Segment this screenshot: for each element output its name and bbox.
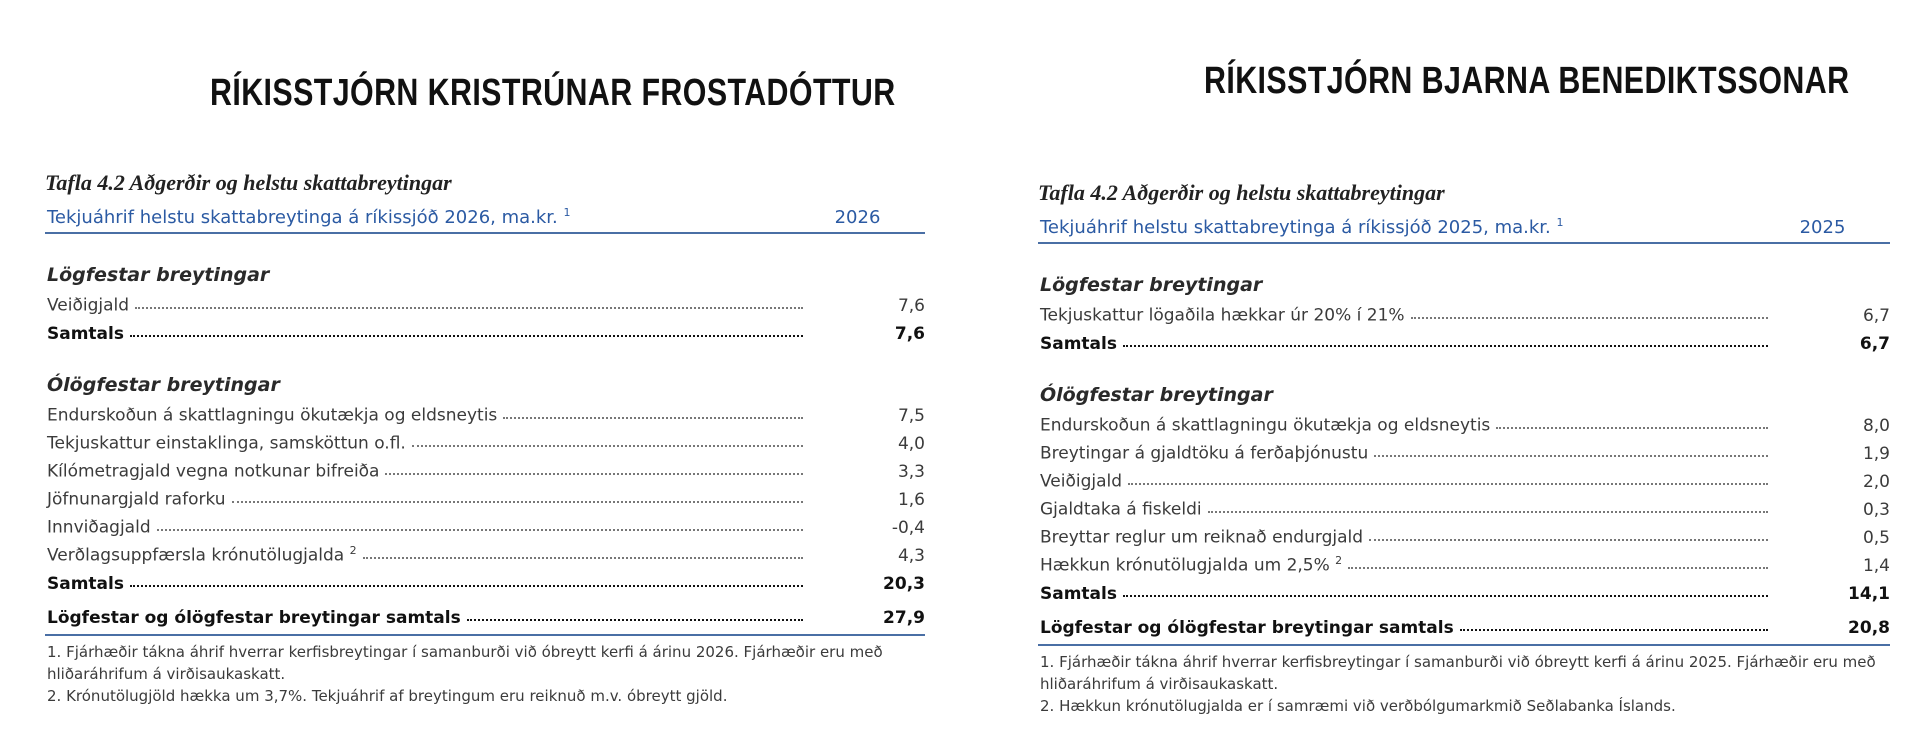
- row-label: Breytingar á gjaldtöku á ferðaþjónustu: [1040, 444, 1369, 464]
- row-value: 27,9: [883, 608, 925, 628]
- table-row: [1038, 408, 1890, 436]
- table-footnotes: [45, 634, 925, 707]
- row-value: 20,3: [883, 574, 925, 594]
- table-footnotes: [1038, 644, 1890, 717]
- row-label: Jöfnunargjald raforku: [47, 490, 226, 510]
- left-table-panel: [45, 170, 925, 707]
- table-caption: Tafla 4.2 Aðgerðir og helstu skattabreytingar: [45, 170, 452, 195]
- row-label: Innviðagjald: [47, 518, 151, 538]
- row-label: Gjaldtaka á fiskeldi: [1040, 500, 1202, 520]
- left-heading: RÍKISSTJÓRN KRISTRÚNAR FROSTADÓTTUR: [210, 72, 896, 114]
- row-label: Kílómetragjald vegna notkunar bifreiða: [47, 462, 380, 482]
- table-row: [1038, 492, 1890, 520]
- row-label: Hækkun krónutölugjalda um 2,5% $^2$: [1040, 554, 1343, 576]
- table-row: [1038, 548, 1890, 576]
- row-value: 0,3: [1862, 500, 1890, 520]
- dot-leader: [1411, 317, 1768, 319]
- dot-leader: [1369, 539, 1768, 541]
- dot-leader: [385, 473, 803, 475]
- section-title-legislated: Lögfestar breytingar: [1040, 274, 1263, 296]
- section-title-unlegislated: Ólögfestar breytingar: [1040, 384, 1273, 406]
- row-label: Samtals: [47, 574, 124, 594]
- dot-leader: [1348, 567, 1768, 569]
- dot-leader: [232, 501, 803, 503]
- row-label: Tekjuskattur lögaðila hækkar úr 20% í 21%: [1040, 306, 1405, 326]
- table-header: [45, 206, 925, 234]
- table-row: [1038, 298, 1890, 326]
- dot-leader: [1123, 595, 1768, 597]
- row-value: 4,3: [897, 546, 925, 566]
- row-value: 8,0: [1862, 416, 1890, 436]
- row-value: 14,1: [1848, 584, 1890, 604]
- dot-leader: [130, 585, 803, 587]
- table-row: [1038, 520, 1890, 548]
- dot-leader: [412, 445, 803, 447]
- footnote-1: 1. Fjárhæðir tákna áhrif hverrar kerfisbreytingar í samanburði við óbreytt kerfi á árinu 2026. Fjárhæðir eru með hliðaráhrifum á virðisaukaskatt.: [47, 643, 883, 683]
- dot-leader: [135, 307, 803, 309]
- footnote-marker: 1: [563, 206, 571, 219]
- legislated-rows: [1038, 298, 1890, 326]
- footnote-marker: 2: [1335, 554, 1343, 568]
- grand-total-row: [1038, 610, 1890, 638]
- dot-leader: [1460, 629, 1768, 631]
- table-title: Tekjuáhrif helstu skattabreytinga á ríkissjóð 2026, ma.kr. $^1$: [47, 206, 571, 228]
- row-label: Lögfestar og ólögfestar breytingar samtals: [1040, 618, 1454, 638]
- row-value: 7,6: [894, 324, 925, 344]
- row-value: 6,7: [1859, 334, 1890, 354]
- table-row: [45, 454, 925, 482]
- table-caption: Tafla 4.2 Aðgerðir og helstu skattabreytingar: [1038, 180, 1445, 205]
- row-value: 2,0: [1862, 472, 1890, 492]
- legislated-rows: [45, 288, 925, 316]
- row-value: 7,6: [897, 296, 925, 316]
- subtotal-row: [45, 316, 925, 344]
- right-table-panel: [1038, 180, 1890, 717]
- row-value: 3,3: [897, 462, 925, 482]
- table-header: [1038, 216, 1890, 244]
- row-label: Endurskoðun á skattlagningu ökutækja og eldsneytis: [47, 406, 498, 426]
- row-value: 6,7: [1862, 306, 1890, 326]
- year-column-header: 2026: [834, 207, 881, 228]
- dot-leader: [130, 335, 803, 337]
- row-label: Veiðigjald: [1040, 472, 1123, 492]
- footnote-2: 2. Hækkun krónutölugjalda er í samræmi við verðbólgumarkmið Seðlabanka Íslands.: [1040, 697, 1676, 715]
- row-label: Lögfestar og ólögfestar breytingar samtals: [47, 608, 461, 628]
- footnote-marker: 1: [1556, 216, 1564, 229]
- row-label: Samtals: [1040, 334, 1117, 354]
- dot-leader: [1496, 427, 1768, 429]
- row-value: 7,5: [897, 406, 925, 426]
- unlegislated-rows: [1038, 408, 1890, 576]
- row-value: 0,5: [1862, 528, 1890, 548]
- footnote-marker: 2: [349, 544, 357, 558]
- table-row: [45, 510, 925, 538]
- dot-leader: [157, 529, 803, 531]
- dot-leader: [1208, 511, 1768, 513]
- row-label: Veiðigjald: [47, 296, 130, 316]
- row-label: Tekjuskattur einstaklinga, samsköttun o.fl.: [47, 434, 406, 454]
- footnote-1: 1. Fjárhæðir tákna áhrif hverrar kerfisbreytingar í samanburði við óbreytt kerfi á árinu 2025. Fjárhæðir eru með hliðaráhrifum á virðisaukaskatt.: [1040, 653, 1876, 693]
- year-column-header: 2025: [1799, 217, 1846, 238]
- grand-total-row: [45, 600, 925, 628]
- section-title-legislated: Lögfestar breytingar: [47, 264, 270, 286]
- row-label: Breyttar reglur um reiknað endurgjald: [1040, 528, 1364, 548]
- dot-leader: [467, 619, 803, 621]
- dot-leader: [503, 417, 803, 419]
- row-value: 1,4: [1862, 556, 1890, 576]
- dot-leader: [363, 557, 803, 559]
- row-label: Samtals: [47, 324, 124, 344]
- subtotal-row: [1038, 326, 1890, 354]
- table-row: [45, 398, 925, 426]
- row-value: 20,8: [1848, 618, 1890, 638]
- subtotal-row: [1038, 576, 1890, 604]
- right-heading: RÍKISSTJÓRN BJARNA BENEDIKTSSONAR: [1204, 60, 1850, 102]
- row-value: 4,0: [897, 434, 925, 454]
- table-row: [45, 482, 925, 510]
- table-row: [45, 288, 925, 316]
- row-value: 1,6: [897, 490, 925, 510]
- subtotal-row: [45, 566, 925, 594]
- dot-leader: [1128, 483, 1768, 485]
- dot-leader: [1123, 345, 1768, 347]
- dot-leader: [1374, 455, 1768, 457]
- row-value: -0,4: [891, 518, 925, 538]
- section-title-unlegislated: Ólögfestar breytingar: [47, 374, 280, 396]
- row-label: Verðlagsuppfærsla krónutölugjalda $^2$: [47, 544, 357, 566]
- table-row: [1038, 436, 1890, 464]
- footnote-2: 2. Krónutölugjöld hækka um 3,7%. Tekjuáhrif af breytingum eru reiknuð m.v. óbreytt gjöld.: [47, 687, 728, 705]
- unlegislated-rows: [45, 398, 925, 566]
- row-label: Endurskoðun á skattlagningu ökutækja og eldsneytis: [1040, 416, 1491, 436]
- table-row: [45, 538, 925, 566]
- table-title: Tekjuáhrif helstu skattabreytinga á ríkissjóð 2025, ma.kr. $^1$: [1040, 216, 1564, 238]
- table-row: [1038, 464, 1890, 492]
- row-value: 1,9: [1862, 444, 1890, 464]
- table-row: [45, 426, 925, 454]
- row-label: Samtals: [1040, 584, 1117, 604]
